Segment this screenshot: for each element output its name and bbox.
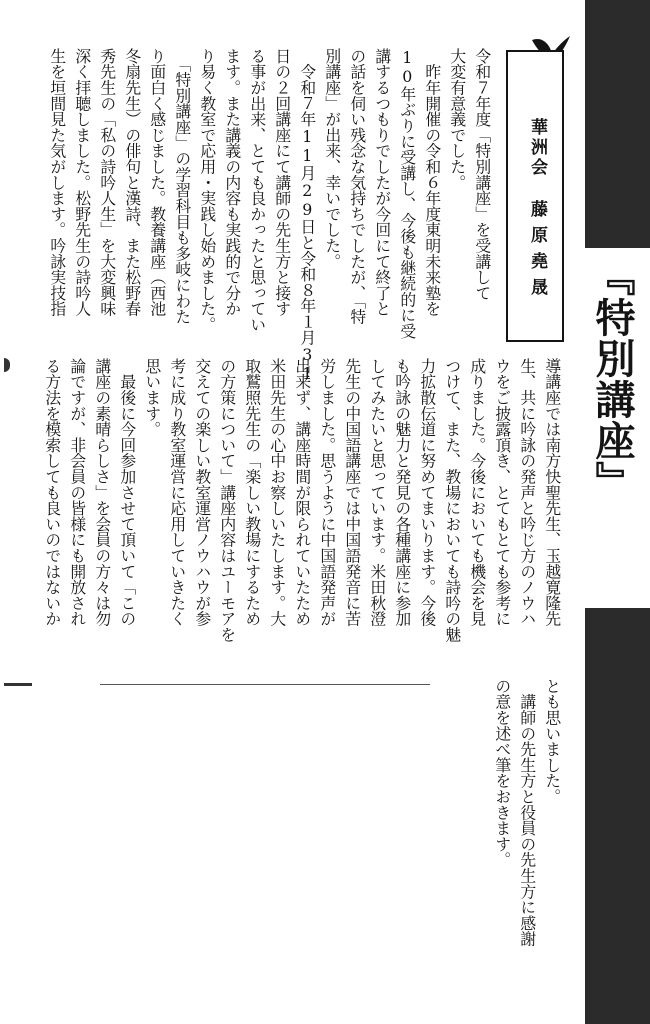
text-column: してみたいと思っています。米田秋澄 [367,358,387,627]
text-column: ます。また講義の内容も実践的で分か [222,48,242,317]
author-name: 藤原堯晟 [527,200,547,304]
text-column: 生を垣間見た気がします。吟詠実技指 [47,48,67,317]
text-column: 生、共に吟詠の発声と吟じ方のノウハ [517,358,537,627]
text-column: 講座の素晴らしさ」を会員の方々は勿 [92,358,112,627]
text-column: 成りました。今後においても機会を見 [467,358,487,627]
text-column: 考に成り教室運営に応用していきたく [167,358,187,627]
text-column: 令和７年度「特別講座」を受講して [472,48,492,301]
text-column: 別講座」が出来、幸いでした。 [322,48,342,270]
text-column: 取鷲照先生の「楽しい教場にするため [242,358,262,627]
text-column: 最後に今回参加させて頂いて「この [117,358,137,627]
text-column: 講師の先生方と役員の先生方に感謝 [517,678,537,947]
scan-line [100,684,430,685]
text-column: 出来ず、講座時間が限られていたため [292,358,312,627]
text-column: 米田先生の心中お察しいたします。大 [267,358,287,627]
scan-mark [4,358,10,372]
text-column: 講するつもりでしたが今回にて終了と [372,48,392,317]
text-column: 労しました。思うように中国語発声が [317,358,337,627]
scan-mark [4,683,32,686]
text-column: る方法を模索しても良いのではないか [42,358,62,627]
author-box [506,50,564,342]
text-column: 論ですが、非会員の皆様にも開放され [67,358,87,627]
text-column: 冬扇先生）の俳句と漢詩、また松野春 [122,48,142,317]
text-column: り面白く感じました。教養講座（西池 [147,48,167,317]
author-club: 華洲会 [527,118,547,178]
text-column: 日の２回講座にて講師の先生方と接す [272,48,292,317]
text-column: の話を伺い残念な気持ちでしたが、「特 [347,48,367,325]
text-column: つけて、また、教場においても詩吟の魅 [442,358,462,643]
text-column: 「特別講座」の学習科目も多岐にわた [172,48,192,325]
text-column: の方策について」講座内容はユーモアを [217,358,237,643]
title-box [582,248,650,608]
text-column: 力拡散伝道に努めてまいります。今後 [417,358,437,627]
text-column: も吟詠の魅力と発見の各種講座に参加 [392,358,412,627]
text-column: 令和７年11月29日と令和８年１月31 [297,48,317,384]
text-column: り易く教室で応用・実践し始めました。 [197,48,217,333]
text-column: とも思いました。 [542,678,562,805]
text-column: 大変有意義でした。 [447,48,467,191]
text-column: 先生の中国語講座では中国語発音に苦 [342,358,362,627]
text-column: 10年ぶりに受講し、今後も継続的に受 [397,48,417,339]
text-column: 深く拝聴しました。松野先生の詩吟人 [72,48,92,317]
text-column: 秀先生の「私の詩吟人生」を大変興味 [97,48,117,317]
text-column: る事が出来、とても良かったと思ってい [247,48,267,333]
text-column: 交えての楽しい教室運営ノウハウが参 [192,358,212,627]
page-title: 『特別講座』 [589,256,636,502]
text-column: 昨年開催の令和６年度東明未来塾を [422,48,442,317]
text-column: の意を述べ筆をおきます。 [492,678,512,868]
text-column: ウをご披露頂き、とてもとても参考に [492,358,512,627]
text-column: 思います。 [142,358,162,437]
text-column: 導講座では南方快聖先生、玉越寛隆先 [542,358,562,627]
